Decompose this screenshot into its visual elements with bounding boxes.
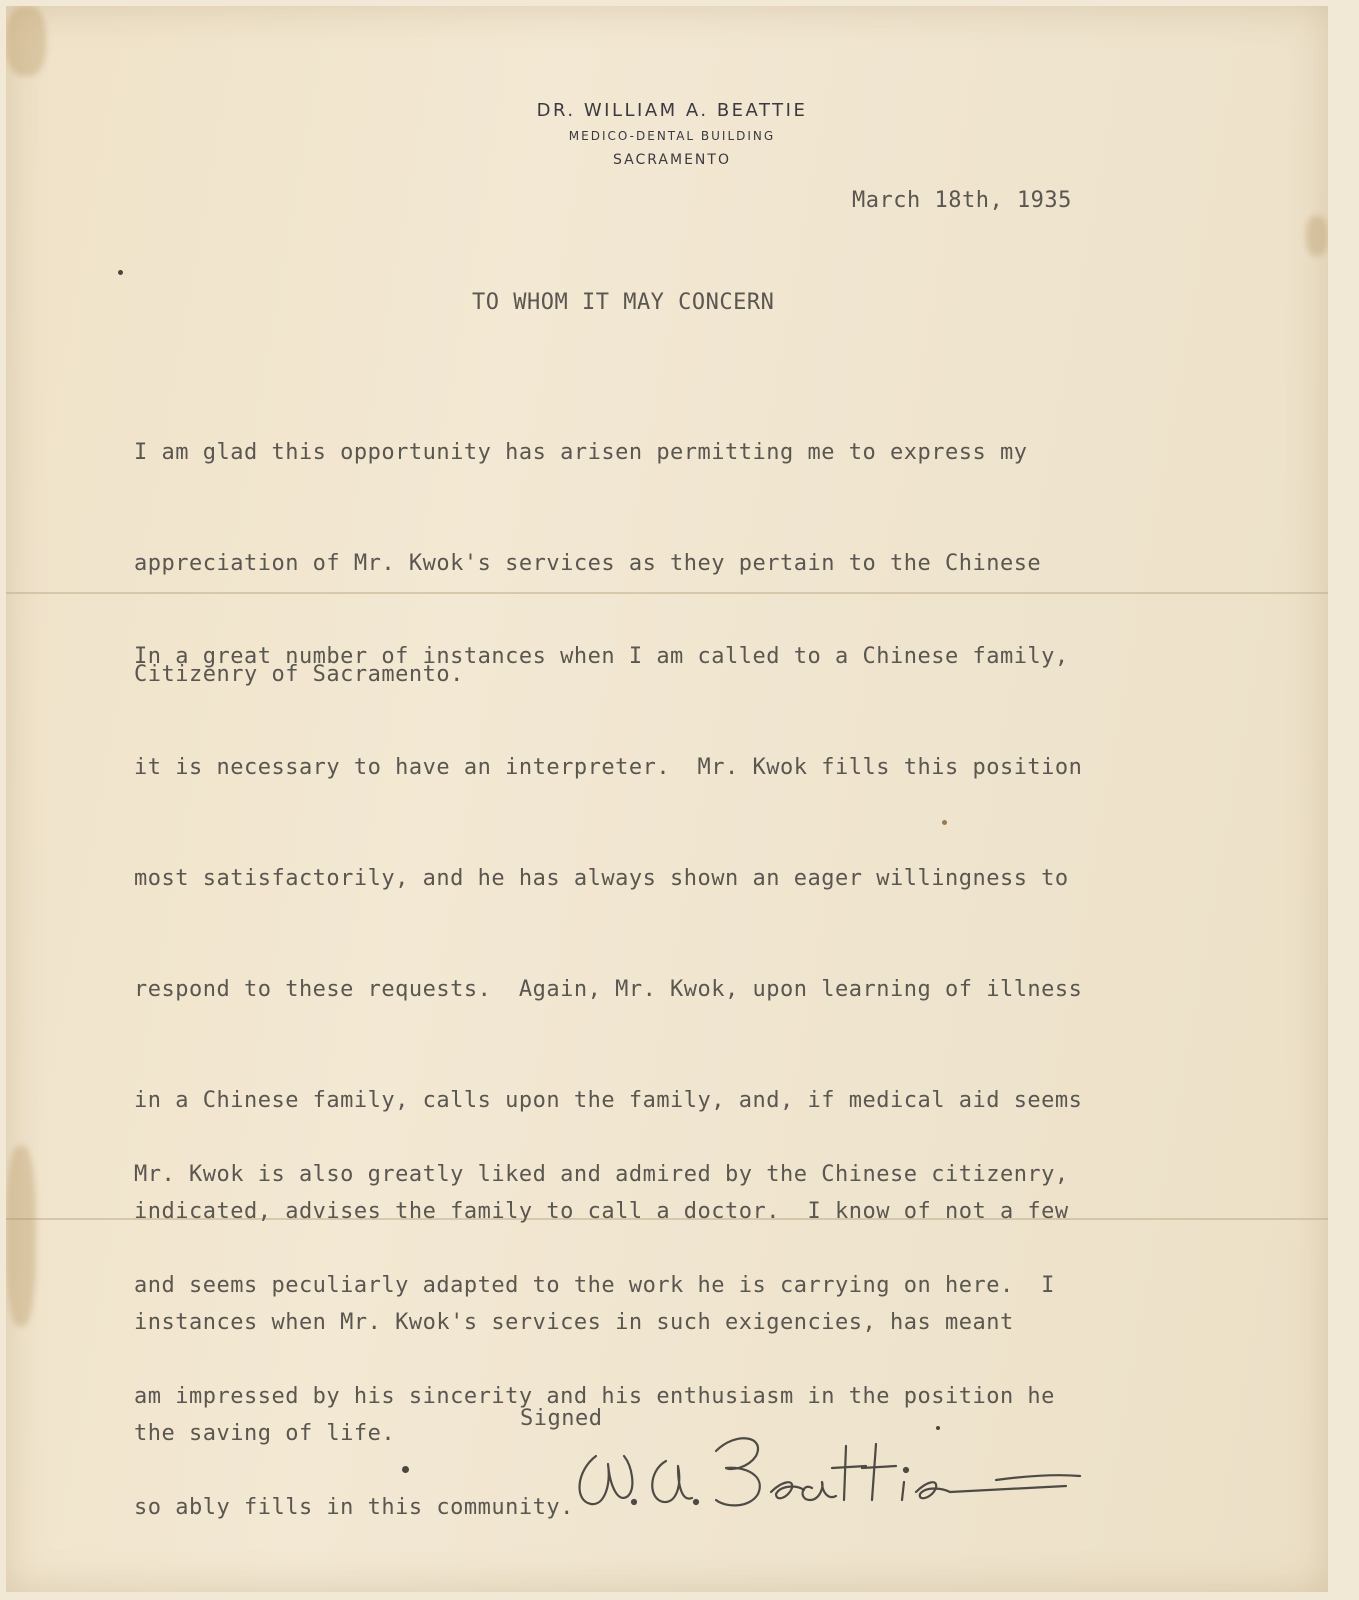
letterhead	[6, 98, 1328, 172]
paragraph-line: the saving of life.	[134, 1421, 396, 1446]
paragraph-line: it is necessary to have an interpreter. Mr. Kwok fills this position	[134, 755, 1083, 780]
ink-speck	[936, 1426, 940, 1430]
paragraph-line: respond to these requests. Again, Mr. Kwok, upon learning of illness	[134, 977, 1083, 1002]
letterhead-name: DR. WILLIAM A. BEATTIE	[536, 100, 808, 121]
letterhead-building: MEDICO-DENTAL BUILDING	[568, 129, 776, 143]
paragraph-line: appreciation of Mr. Kwok's services as they pertain to the Chinese	[134, 551, 1042, 576]
paragraph-line: instances when Mr. Kwok's services in such exigencies, has meant	[134, 1310, 1014, 1335]
letter-page	[6, 6, 1328, 1592]
salutation: TO WHOM IT MAY CONCERN	[472, 290, 775, 315]
paper-stain	[6, 1146, 36, 1326]
ink-speck	[118, 270, 123, 275]
paragraph-line: in a Chinese family, calls upon the family, and, if medical aid seems	[134, 1088, 1083, 1113]
paragraph-line: so ably fills in this community.	[134, 1495, 574, 1520]
paper-stain	[6, 6, 46, 76]
ink-speck	[402, 1466, 409, 1473]
paragraph-line: am impressed by his sincerity and his enthusiasm in the position he	[134, 1384, 1055, 1409]
letter-date: March 18th, 1935	[852, 188, 1072, 213]
paragraph-line: Citizenry of Sacramento.	[134, 662, 464, 687]
paragraph-line: and seems peculiarly adapted to the work he is carrying on here. I	[134, 1273, 1055, 1298]
paper-stain	[1306, 216, 1328, 256]
paragraph-line: indicated, advises the family to call a doctor. I know of not a few	[134, 1199, 1069, 1224]
signed-label: Signed	[520, 1406, 603, 1431]
paragraph-line: most satisfactorily, and he has always shown an eager willingness to	[134, 866, 1069, 891]
paragraph-line: I am glad this opportunity has arisen permitting me to express my	[134, 440, 1028, 465]
paragraph-line: In a great number of instances when I am called to a Chinese family,	[134, 644, 1069, 669]
signature-image	[566, 1416, 1086, 1526]
paragraph-line: Mr. Kwok is also greatly liked and admired by the Chinese citizenry,	[134, 1162, 1069, 1187]
letterhead-city: SACRAMENTO	[613, 152, 731, 168]
ink-speck	[942, 820, 947, 825]
